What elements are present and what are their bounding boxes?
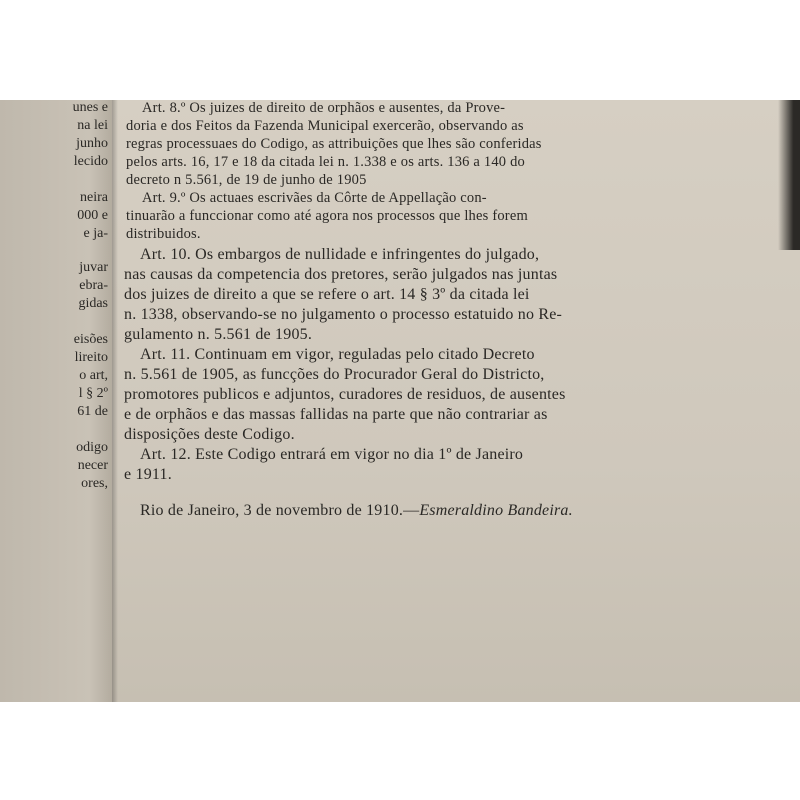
article-line: n. 5.561 de 1905, as funcções do Procurador Geral do Districto,	[124, 366, 545, 383]
article-line: n. 1338, observando-se no julgamento o processo estatuido no Re-	[124, 306, 563, 323]
article-line: e 1911.	[124, 466, 172, 483]
article-line: Art. 10. Os embargos de nullidade e infringentes do julgado,	[140, 246, 540, 263]
page-edge-shadow	[778, 100, 800, 250]
left-fragment-line: e ja-	[83, 226, 108, 241]
signature-line	[140, 502, 573, 520]
left-fragment-line: gidas	[78, 296, 108, 311]
article-line: gulamento n. 5.561 de 1905.	[124, 326, 313, 343]
article-line: Art. 9.º Os actuaes escrivães da Côrte de Appellação con-	[142, 190, 487, 206]
left-fragment-line: ebra-	[79, 278, 108, 293]
left-fragment-line: juvar	[79, 260, 108, 275]
article-line: disposições deste Codigo.	[124, 426, 295, 443]
left-fragment-line: necer	[77, 458, 108, 473]
article-line: decreto n 5.561, de 19 de junho de 1905	[126, 172, 367, 188]
page-fold-shadow	[112, 100, 118, 702]
signature-place-date: Rio de Janeiro, 3 de novembro de 1910.—	[140, 502, 420, 519]
left-fragment-line: junho	[76, 136, 108, 151]
left-fragment-line: o art,	[79, 368, 108, 383]
left-fragment-line: neira	[80, 190, 108, 205]
article-line: distribuidos.	[126, 226, 201, 242]
left-page-fragment	[0, 100, 112, 702]
left-fragment-line: 000 e	[77, 208, 108, 223]
article-line: nas causas da competencia dos pretores, serão julgados nas juntas	[124, 266, 558, 283]
left-fragment-line: 61 de	[77, 404, 108, 419]
left-fragment-line: odigo	[76, 440, 108, 455]
left-fragment-line: eisões	[73, 332, 108, 347]
article-line: promotores publicos e adjuntos, curadores de residuos, de ausentes	[124, 386, 566, 403]
article-line: dos juizes de direito a que se refere o art. 14 § 3º da citada lei	[124, 286, 530, 303]
article-line: regras processuaes do Codigo, as attribuições que lhes são conferidas	[126, 136, 542, 152]
left-fragment-line: lireito	[74, 350, 108, 365]
left-fragment-line: na lei	[77, 118, 108, 133]
article-line: tinuarão a funccionar como até agora nos processos que lhes forem	[126, 208, 528, 224]
left-fragment-line: unes e	[72, 100, 108, 115]
article-line: doria e dos Feitos da Fazenda Municipal exercerão, observando as	[126, 118, 524, 134]
article-line: Art. 11. Continuam em vigor, reguladas pelo citado Decreto	[140, 346, 535, 363]
main-page	[112, 100, 800, 702]
article-line: e de orphãos e das massas fallidas na parte que não contrariar as	[124, 406, 548, 423]
article-line: Art. 12. Este Codigo entrará em vigor no dia 1º de Janeiro	[140, 446, 524, 463]
article-line: pelos arts. 16, 17 e 18 da citada lei n. 1.338 e os arts. 136 a 140 do	[126, 154, 525, 170]
left-fragment-line: lecido	[73, 154, 108, 169]
article-line: Art. 8.º Os juizes de direito de orphãos e ausentes, da Prove-	[142, 100, 506, 116]
document-photo	[0, 100, 800, 702]
left-fragment-line: l § 2º	[78, 386, 108, 401]
left-fragment-line: ores,	[81, 476, 108, 491]
signature-name: Esmeraldino Bandeira.	[419, 502, 573, 519]
